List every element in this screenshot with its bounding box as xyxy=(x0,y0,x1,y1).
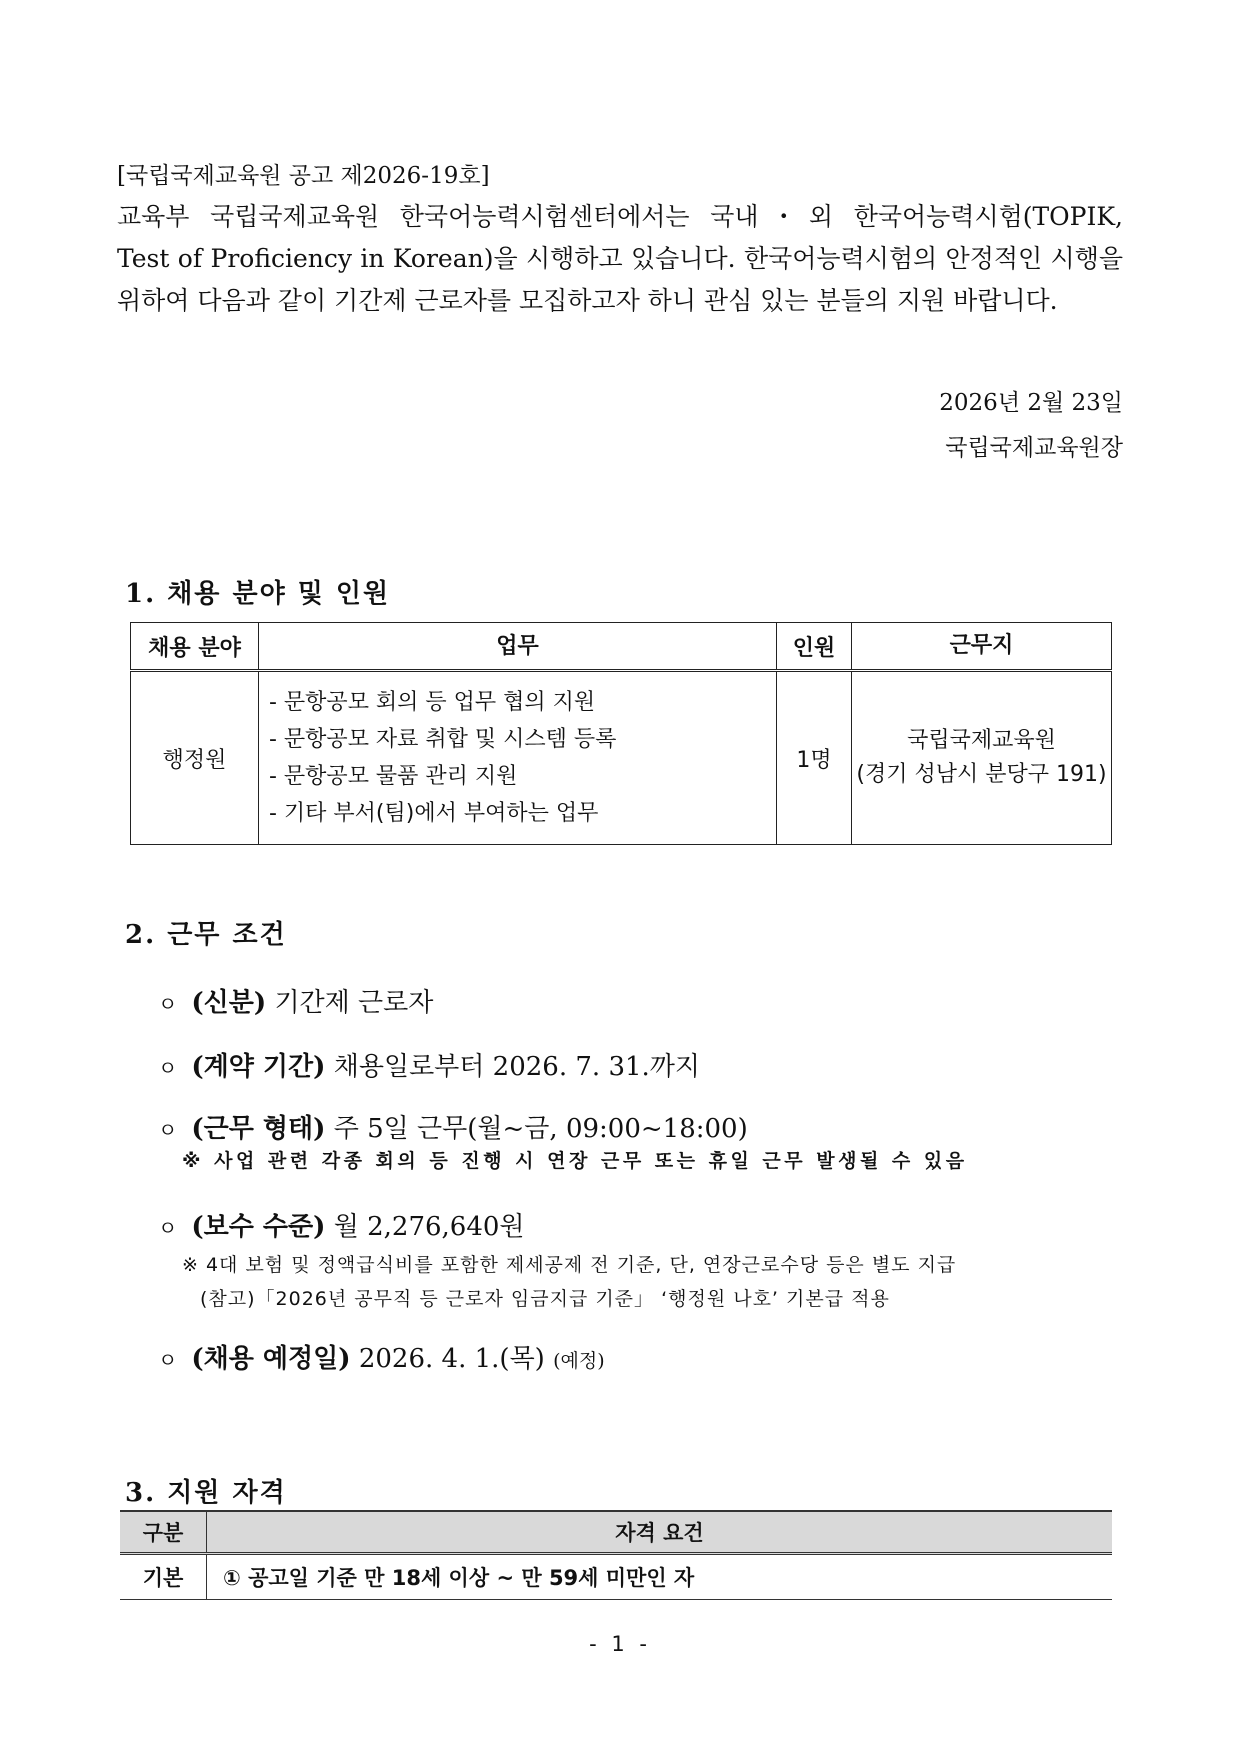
category-cell: 기본 xyxy=(120,1554,207,1600)
page-number: - 1 - xyxy=(589,1632,651,1656)
place-name: 국립국제교육원 xyxy=(907,728,1056,753)
condition-label: (보수 수준) xyxy=(191,1212,326,1242)
header-count: 인원 xyxy=(777,623,852,671)
duty-item: - 문항공모 자료 취합 및 시스템 등록 xyxy=(269,727,617,752)
duties-cell xyxy=(259,671,777,845)
intro-line: 위하여 다음과 같이 기간제 근로자를 모집하고자 하니 관심 있는 분들의 지원 바랍니다. xyxy=(117,286,1058,315)
condition-contract xyxy=(158,1046,700,1083)
issuer: 국립국제교육원장 xyxy=(945,435,1123,461)
condition-label: (채용 예정일) xyxy=(191,1344,351,1374)
place-address: (경기 성남시 분당구 191) xyxy=(856,762,1107,787)
section2-heading: 2. 근무 조건 xyxy=(125,920,287,950)
intro-paragraph xyxy=(117,196,1123,322)
condition-value: 2026. 4. 1.(목) xyxy=(358,1344,545,1374)
table-header-row xyxy=(131,623,1112,671)
intro-line: 교육부 국립국제교육원 한국어능력시험센터에서는 국내・외 한국어능력시험(TOPIK, xyxy=(117,202,1123,231)
pay-reference: (참고)「2026년 공무직 등 근로자 임금지급 기준」 ‘행정원 나호’ 기본급 적용 xyxy=(200,1288,890,1310)
header-requirement: 자격 요건 xyxy=(207,1511,1113,1554)
condition-value: 기간제 근로자 xyxy=(274,988,434,1018)
section3-heading: 3. 지원 자격 xyxy=(125,1478,287,1508)
field-cell: 행정원 xyxy=(131,671,259,845)
header-duties: 업무 xyxy=(259,623,777,671)
condition-label: (계약 기간) xyxy=(191,1052,326,1082)
header-field: 채용 분야 xyxy=(131,623,259,671)
condition-status xyxy=(158,982,433,1019)
condition-value: 채용일로부터 2026. 7. 31.까지 xyxy=(333,1052,701,1082)
condition-work-type xyxy=(158,1108,748,1145)
section1-heading: 1. 채용 분야 및 인원 xyxy=(125,579,391,609)
duty-item: - 기타 부서(팀)에서 부여하는 업무 xyxy=(269,801,599,826)
duty-item: - 문항공모 물품 관리 지원 xyxy=(269,764,518,789)
table-row xyxy=(131,671,1112,845)
recruitment-table xyxy=(130,622,1112,845)
condition-pay xyxy=(158,1206,525,1243)
bullet-icon: ㅇ xyxy=(158,1216,178,1240)
condition-start-date xyxy=(158,1338,605,1375)
condition-suffix: (예정) xyxy=(553,1350,605,1372)
work-note: ※ 사업 관련 각종 회의 등 진행 시 연장 근무 또는 휴일 근무 발생될 수 있음 xyxy=(182,1150,968,1172)
condition-label: (근무 형태) xyxy=(191,1114,326,1144)
bullet-icon: ㅇ xyxy=(158,1118,178,1142)
pay-note: ※ 4대 보험 및 정액급식비를 포함한 제세공제 전 기준, 단, 연장근로수당 등은 별도 지급 xyxy=(182,1254,957,1276)
condition-label: (신분) xyxy=(191,988,267,1018)
header-place: 근무지 xyxy=(852,623,1112,671)
requirement-cell: ① 공고일 기준 만 18세 이상 ~ 만 59세 미만인 자 xyxy=(207,1554,1113,1600)
duty-item: - 문항공모 회의 등 업무 협의 지원 xyxy=(269,690,596,715)
notice-date: 2026년 2월 23일 xyxy=(939,390,1123,416)
condition-value: 월 2,276,640원 xyxy=(333,1212,525,1242)
bullet-icon: ㅇ xyxy=(158,1056,178,1080)
header-category: 구분 xyxy=(120,1511,207,1554)
qualification-table xyxy=(120,1510,1112,1600)
table-header-row xyxy=(120,1511,1112,1554)
bullet-icon: ㅇ xyxy=(158,1348,178,1372)
place-cell xyxy=(852,671,1112,845)
intro-line: Test of Proficiency in Korean)을 시행하고 있습니다. 한국어능력시험의 안정적인 시행을 xyxy=(117,244,1123,273)
condition-value: 주 5일 근무(월~금, 09:00~18:00) xyxy=(333,1114,748,1144)
bullet-icon: ㅇ xyxy=(158,992,178,1016)
count-cell: 1명 xyxy=(777,671,852,845)
notice-number: [국립국제교육원 공고 제2026-19호] xyxy=(117,163,490,189)
table-row xyxy=(120,1554,1112,1600)
